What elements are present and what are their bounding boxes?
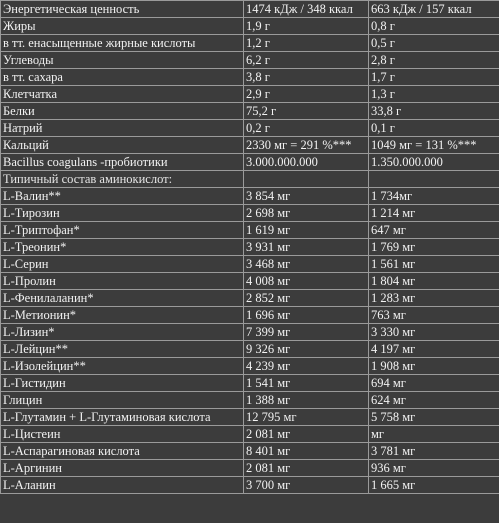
value-per-serving-cell: 1 908 мг <box>369 358 499 375</box>
value-per-100g-cell: 2,9 г <box>244 86 369 103</box>
value-per-100g-cell: 2 081 мг <box>244 460 369 477</box>
value-per-serving-cell: 936 мг <box>369 460 499 477</box>
value-per-serving-cell: 0,8 г <box>369 18 499 35</box>
value-per-serving-cell: 1.350.000.000 <box>369 154 499 171</box>
value-per-serving-cell: 0,5 г <box>369 35 499 52</box>
value-per-serving-cell: 1 734мг <box>369 188 499 205</box>
row-label-cell: в тт. сахара <box>1 69 244 86</box>
value-per-serving-cell: 5 758 мг <box>369 409 499 426</box>
table-row <box>1 324 499 341</box>
value-per-serving-cell: 624 мг <box>369 392 499 409</box>
value-per-100g-cell: 4 239 мг <box>244 358 369 375</box>
table-row <box>1 256 499 273</box>
row-label-cell: Bacillus coagulans -пробиотики <box>1 154 244 171</box>
row-label-cell: Натрий <box>1 120 244 137</box>
value-per-100g-cell: 3 700 мг <box>244 477 369 494</box>
table-row <box>1 375 499 392</box>
table-row <box>1 86 499 103</box>
value-per-serving-cell: 1 561 мг <box>369 256 499 273</box>
row-label-cell: Глицин <box>1 392 244 409</box>
value-per-serving-cell: 763 мг <box>369 307 499 324</box>
value-per-serving-cell: 1,7 г <box>369 69 499 86</box>
row-label-cell: L-Триптофан* <box>1 222 244 239</box>
value-per-100g-cell: 1474 кДж / 348 ккал <box>244 1 369 18</box>
table-row <box>1 69 499 86</box>
row-label-cell: Энергетическая ценность <box>1 1 244 18</box>
value-per-100g-cell: 2 698 мг <box>244 205 369 222</box>
value-per-serving-cell: 2,8 г <box>369 52 499 69</box>
table-row <box>1 154 499 171</box>
value-per-100g-cell: 0,2 г <box>244 120 369 137</box>
value-per-100g-cell: 2 081 мг <box>244 426 369 443</box>
value-per-serving-cell: 4 197 мг <box>369 341 499 358</box>
table-row <box>1 358 499 375</box>
value-per-serving-cell: 647 мг <box>369 222 499 239</box>
value-per-100g-cell: 3.000.000.000 <box>244 154 369 171</box>
value-per-100g-cell: 1 388 мг <box>244 392 369 409</box>
value-per-serving-cell: 1,3 г <box>369 86 499 103</box>
row-label-cell: Жиры <box>1 18 244 35</box>
value-per-100g-cell: 75,2 г <box>244 103 369 120</box>
value-per-serving-cell: 1 214 мг <box>369 205 499 222</box>
value-per-serving-cell <box>369 171 499 188</box>
value-per-100g-cell: 2 852 мг <box>244 290 369 307</box>
table-row <box>1 52 499 69</box>
value-per-100g-cell: 1 619 мг <box>244 222 369 239</box>
value-per-100g-cell: 9 326 мг <box>244 341 369 358</box>
table-row <box>1 120 499 137</box>
table-row <box>1 460 499 477</box>
table-row <box>1 35 499 52</box>
table-row <box>1 290 499 307</box>
table-row <box>1 18 499 35</box>
value-per-serving-cell: 3 330 мг <box>369 324 499 341</box>
value-per-serving-cell: 3 781 мг <box>369 443 499 460</box>
value-per-serving-cell: 1049 мг = 131 %*** <box>369 137 499 154</box>
row-label-cell: L-Лизин* <box>1 324 244 341</box>
value-per-100g-cell: 3,8 г <box>244 69 369 86</box>
value-per-100g-cell: 3 468 мг <box>244 256 369 273</box>
table-row <box>1 137 499 154</box>
table-body <box>1 1 499 494</box>
table-row <box>1 205 499 222</box>
value-per-100g-cell: 12 795 мг <box>244 409 369 426</box>
value-per-100g-cell: 1 541 мг <box>244 375 369 392</box>
table-row <box>1 103 499 120</box>
value-per-serving-cell: 1 283 мг <box>369 290 499 307</box>
table-row <box>1 307 499 324</box>
value-per-100g-cell: 3 931 мг <box>244 239 369 256</box>
table-row <box>1 477 499 494</box>
value-per-100g-cell: 3 854 мг <box>244 188 369 205</box>
value-per-serving-cell: 694 мг <box>369 375 499 392</box>
row-label-cell: L-Тирозин <box>1 205 244 222</box>
table-row <box>1 188 499 205</box>
row-label-cell: L-Лейцин** <box>1 341 244 358</box>
value-per-serving-cell: 1 804 мг <box>369 273 499 290</box>
value-per-serving-cell: 0,1 г <box>369 120 499 137</box>
value-per-serving-cell: 1 769 мг <box>369 239 499 256</box>
row-label-cell: L-Аргинин <box>1 460 244 477</box>
row-label-cell: L-Серин <box>1 256 244 273</box>
row-label-cell: L-Валин** <box>1 188 244 205</box>
value-per-serving-cell: мг <box>369 426 499 443</box>
row-label-cell: Белки <box>1 103 244 120</box>
value-per-serving-cell: 663 кДж / 157 ккал <box>369 1 499 18</box>
table-row <box>1 222 499 239</box>
row-label-cell: L-Метионин* <box>1 307 244 324</box>
value-per-100g-cell <box>244 171 369 188</box>
row-label-cell: L-Глутамин + L-Глутаминовая кислота <box>1 409 244 426</box>
value-per-100g-cell: 1 696 мг <box>244 307 369 324</box>
value-per-100g-cell: 1,9 г <box>244 18 369 35</box>
table-row <box>1 239 499 256</box>
value-per-serving-cell: 33,8 г <box>369 103 499 120</box>
value-per-100g-cell: 4 008 мг <box>244 273 369 290</box>
table-row <box>1 409 499 426</box>
value-per-100g-cell: 7 399 мг <box>244 324 369 341</box>
row-label-cell: L-Аспарагиновая кислота <box>1 443 244 460</box>
row-label-cell: L-Пролин <box>1 273 244 290</box>
row-label-cell: в тт. енасыщенные жирные кислоты <box>1 35 244 52</box>
table-row <box>1 1 499 18</box>
row-label-cell: L-Цистеин <box>1 426 244 443</box>
table-row <box>1 273 499 290</box>
row-label-cell: L-Гистидин <box>1 375 244 392</box>
table-row <box>1 171 499 188</box>
value-per-serving-cell: 1 665 мг <box>369 477 499 494</box>
row-label-cell: Кальций <box>1 137 244 154</box>
row-label-cell: Углеводы <box>1 52 244 69</box>
row-label-cell: L-Аланин <box>1 477 244 494</box>
row-label-cell: L-Изолейцин** <box>1 358 244 375</box>
table-row <box>1 392 499 409</box>
value-per-100g-cell: 8 401 мг <box>244 443 369 460</box>
table-row <box>1 341 499 358</box>
value-per-100g-cell: 6,2 г <box>244 52 369 69</box>
value-per-100g-cell: 1,2 г <box>244 35 369 52</box>
row-label-cell: L-Треонин* <box>1 239 244 256</box>
table-row <box>1 443 499 460</box>
row-label-cell: Клетчатка <box>1 86 244 103</box>
row-label-cell: Типичный состав аминокислот: <box>1 171 244 188</box>
row-label-cell: L-Фенилаланин* <box>1 290 244 307</box>
table-row <box>1 426 499 443</box>
value-per-100g-cell: 2330 мг = 291 %*** <box>244 137 369 154</box>
